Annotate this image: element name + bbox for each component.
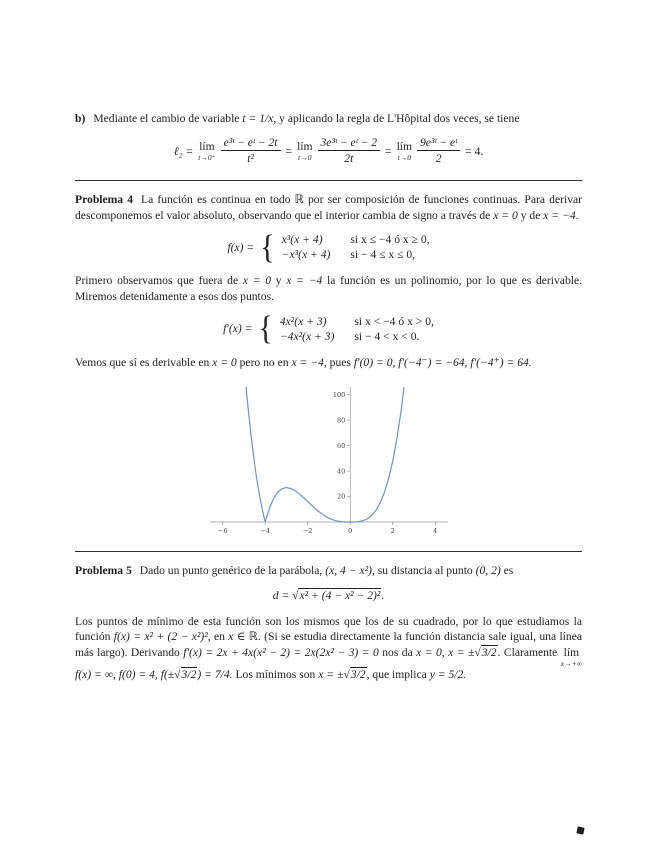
- math-run: x ∈ ℝ: [228, 630, 258, 644]
- fraction: [417, 136, 460, 167]
- text-run: , pues: [323, 356, 354, 370]
- paragraph-problema4-middle: [75, 273, 582, 305]
- sqrt-argument: x² + (4 − x² − 2)²: [299, 588, 381, 602]
- text-run: , en: [207, 630, 229, 644]
- cases-grid: [282, 232, 430, 262]
- text-run: y de: [517, 208, 544, 222]
- math-run: x = −4: [543, 208, 576, 222]
- math-run: x = −4: [291, 356, 324, 370]
- case-condition: si − 4 < x < 0.: [354, 329, 420, 343]
- figure-function-plot: [75, 384, 582, 538]
- paragraph-problema4-conclusion: [75, 355, 582, 371]
- case-expression: −4x²(x + 3): [279, 329, 335, 343]
- case-expression: −x³(x + 4): [281, 248, 331, 262]
- math-run: y = 5/2.: [429, 668, 467, 682]
- equals-sign: =: [385, 144, 392, 158]
- x-tick-label: 2: [390, 526, 395, 535]
- text-run: es: [500, 563, 514, 577]
- paragraph-part-b: [75, 111, 582, 127]
- section-divider: [75, 551, 582, 552]
- fprime-lhs: f′(x) =: [223, 322, 253, 336]
- math-run: x = 0: [212, 356, 237, 370]
- x-tick-label: 0: [347, 526, 352, 535]
- text-run: Los mínimos son: [232, 668, 319, 682]
- fraction: [318, 136, 381, 167]
- fraction-numerator: 9e³ᵗ − eᵗ: [417, 136, 460, 151]
- x-tick-label: −2: [302, 526, 313, 535]
- distance-equation: [75, 588, 582, 603]
- text-run: Primero observamos que fuera de: [75, 274, 243, 288]
- page-content: [75, 111, 582, 690]
- heading-run: b): [75, 112, 86, 125]
- function-plot: [204, 384, 454, 538]
- math-run: (x, 4 − x²): [325, 563, 372, 577]
- text-run: . Claramente: [497, 646, 561, 660]
- text-run: Mediante el cambio de variable: [93, 112, 243, 125]
- limit-subscript: x→+∞: [560, 658, 582, 668]
- math-run: t = 1/x: [242, 112, 274, 125]
- x-tick-label: −4: [259, 526, 270, 535]
- fraction: [221, 136, 281, 167]
- heading-run: Problema 5: [75, 563, 132, 577]
- case-expression: x³(x + 4): [281, 233, 323, 247]
- text-run: Los puntos de mínimo de esta función son los mismos que los de su cuadrado, por lo que estudiamos la función: [75, 614, 582, 644]
- y-tick-label: 40: [336, 467, 345, 476]
- text-run: y: [271, 274, 287, 288]
- paragraph-problema5-solution: [75, 614, 582, 683]
- sqrt-argument: 3/2: [350, 668, 366, 682]
- text-run: nos da: [378, 646, 417, 660]
- x-tick-label: 4: [432, 526, 437, 535]
- math-run: ) = 7/4.: [197, 668, 233, 682]
- limit-operator: [198, 141, 215, 161]
- limit-operator: [397, 141, 412, 161]
- fraction-denominator: 2: [435, 152, 442, 166]
- case-condition: si − 4 ≤ x ≤ 0,: [350, 248, 416, 262]
- heading-run: Problema 4: [75, 192, 134, 206]
- fraction-numerator: e³ᵗ − eᵗ − 2t: [221, 136, 281, 151]
- case-condition: si x ≤ −4 ó x ≥ 0,: [350, 233, 430, 247]
- text-run: , y aplicando la regla de L'Hôpital dos veces, se tiene: [273, 112, 520, 125]
- limit-word: lím: [199, 140, 215, 154]
- math-run: x = 0: [493, 208, 518, 222]
- y-tick-label: 60: [336, 441, 345, 450]
- case-condition: si x < −4 ó x > 0,: [354, 314, 434, 328]
- function-curve: [246, 387, 404, 522]
- text-run: Dado un punto genérico de la parábola,: [139, 563, 326, 577]
- distance-lhs: d = √: [272, 588, 299, 602]
- math-run: f(x) = ∞, f(0) = 4, f(±√: [75, 668, 181, 682]
- cases-grid: [280, 314, 434, 344]
- section-divider: [75, 180, 582, 181]
- x-tick-label: −6: [217, 526, 228, 535]
- limit-word: lím: [396, 140, 413, 154]
- fraction-numerator: 3e³ᵗ − eᵗ − 2: [318, 136, 381, 151]
- math-run: x = −4: [286, 274, 323, 288]
- equation-period: .: [381, 588, 385, 602]
- text-run: Vemos que sí es derivable en: [75, 356, 213, 370]
- text-run: pero no en: [236, 356, 292, 370]
- y-tick-label: 80: [336, 416, 345, 425]
- fraction-denominator: 2t: [344, 152, 354, 166]
- paragraph-problema5-intro: [75, 563, 582, 579]
- limit-subscript: t→0: [298, 152, 312, 162]
- math-run: f′(x) = 2x + 4x(x² − 2) = 2x(2x² − 3) = 0: [183, 646, 379, 660]
- text-run: , su distancia al punto: [371, 563, 476, 577]
- sqrt-argument: 3/2: [481, 646, 497, 660]
- text-run: la función es un polinomio, por lo que es derivable. Miremos detenidamente a esos dos puntos.: [75, 274, 583, 304]
- equation-lhs: ℓ₂ =: [173, 144, 194, 158]
- math-run: x = 0, x = ±√: [416, 646, 481, 660]
- left-brace: {: [260, 228, 275, 266]
- text-run: por ser composición de funciones continuas. Para derivar descomponemos el valor absoluto, observando que el interior cambia de signo a través de: [75, 192, 583, 222]
- paragraph-problema4-intro: [75, 192, 582, 224]
- text-run: .: [575, 208, 579, 222]
- limit-word: lím: [297, 140, 313, 154]
- y-tick-label: 20: [336, 492, 345, 501]
- equation-result: = 4.: [465, 144, 484, 158]
- piecewise-f-definition: [75, 228, 582, 266]
- math-run: x = ±√: [318, 668, 350, 682]
- sqrt-argument: 3/2: [181, 668, 197, 682]
- limit-equation: [75, 136, 582, 167]
- math-run: f(x) = x² + (2 − x²)²: [113, 630, 208, 644]
- fraction-denominator: t²: [247, 152, 254, 166]
- text-run: , que implica: [366, 668, 430, 682]
- y-tick-label: 100: [332, 390, 345, 399]
- text-run: La función es continua en todo: [141, 192, 295, 206]
- limit-subscript: t→0⁺: [198, 152, 216, 162]
- limit-word: lím: [563, 646, 580, 660]
- limit-expression: [561, 647, 582, 667]
- limit-subscript: t→0: [397, 152, 411, 162]
- piecewise-fprime-definition: [75, 310, 582, 348]
- f-lhs: f(x) =: [227, 240, 255, 254]
- text-run: . (Si se estudia directamente la función distancia sale igual, una línea más largo). Derivando: [75, 630, 582, 660]
- case-expression: 4x²(x + 3): [279, 314, 327, 328]
- math-run: ℝ: [294, 192, 304, 206]
- math-run: x = 0: [242, 274, 272, 288]
- equals-sign: =: [285, 144, 293, 158]
- math-run: f′(0) = 0, f′(−4⁻) = −64, f′(−4⁺) = 64.: [353, 356, 532, 370]
- left-brace: {: [258, 310, 273, 348]
- limit-operator: [297, 141, 312, 161]
- math-run: (0, 2): [475, 563, 501, 577]
- page-corner-mark: [576, 826, 584, 834]
